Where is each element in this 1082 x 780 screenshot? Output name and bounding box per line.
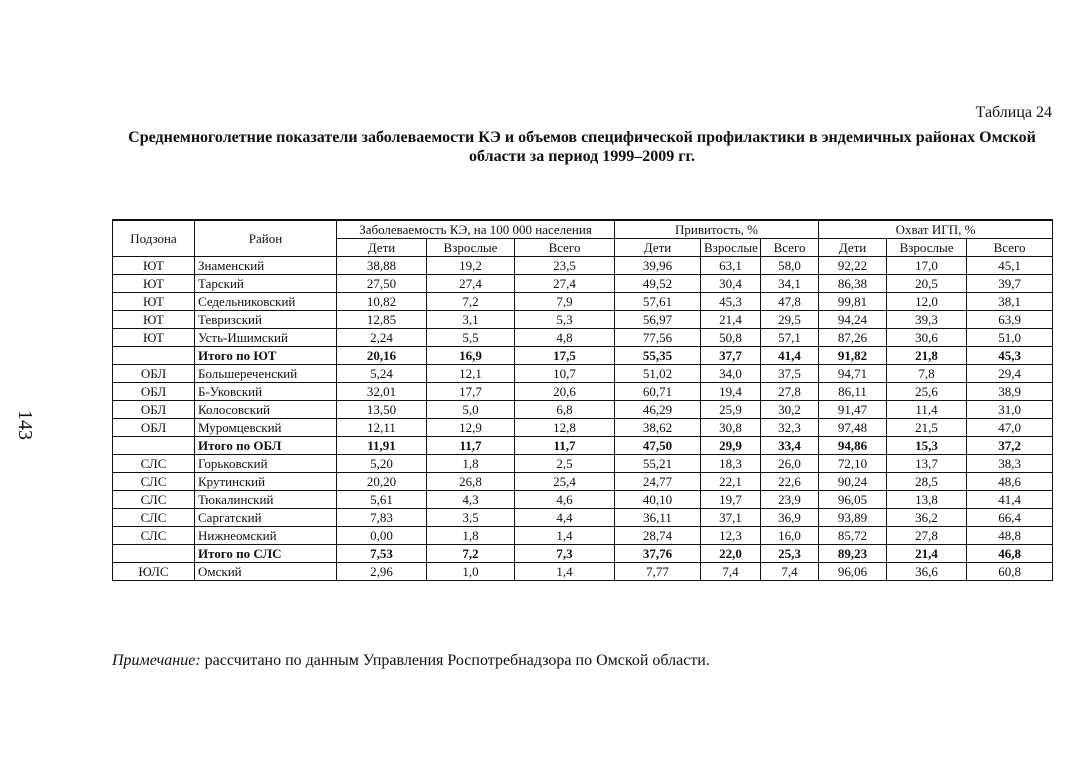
cell-value: 2,96 [337, 563, 427, 581]
cell-value: 17,7 [427, 383, 515, 401]
cell-district: Усть-Ишимский [195, 329, 337, 347]
footnote-label: Примечание: [112, 652, 201, 669]
cell-value: 94,24 [819, 311, 887, 329]
cell-value: 5,5 [427, 329, 515, 347]
cell-value: 96,05 [819, 491, 887, 509]
sub-header-children: Дети [337, 239, 427, 257]
cell-value: 90,24 [819, 473, 887, 491]
cell-zone: ЮТ [113, 329, 195, 347]
cell-value: 19,7 [701, 491, 761, 509]
cell-value: 21,4 [701, 311, 761, 329]
cell-value: 7,4 [701, 563, 761, 581]
table-row [113, 509, 1053, 527]
table-row [113, 401, 1053, 419]
table-row [113, 329, 1053, 347]
cell-value: 91,47 [819, 401, 887, 419]
table-row [113, 257, 1053, 275]
cell-district: Тюкалинский [195, 491, 337, 509]
table-row [113, 365, 1053, 383]
cell-value: 16,0 [761, 527, 819, 545]
cell-zone: СЛС [113, 473, 195, 491]
cell-value: 7,2 [427, 293, 515, 311]
col-header-district: Район [195, 220, 337, 257]
cell-value: 21,8 [887, 347, 967, 365]
cell-district: Знаменский [195, 257, 337, 275]
footnote [112, 652, 710, 670]
cell-value: 93,89 [819, 509, 887, 527]
cell-value: 60,8 [967, 563, 1053, 581]
cell-value: 46,8 [967, 545, 1053, 563]
cell-value: 26,0 [761, 455, 819, 473]
cell-value: 50,8 [701, 329, 761, 347]
cell-value: 85,72 [819, 527, 887, 545]
cell-value: 86,11 [819, 383, 887, 401]
cell-value: 27,4 [427, 275, 515, 293]
cell-value: 89,23 [819, 545, 887, 563]
cell-value: 23,5 [515, 257, 615, 275]
cell-zone: ЮТ [113, 275, 195, 293]
cell-value: 41,4 [761, 347, 819, 365]
cell-value: 16,9 [427, 347, 515, 365]
cell-value: 55,21 [615, 455, 701, 473]
cell-value: 11,7 [515, 437, 615, 455]
cell-district: Седельниковский [195, 293, 337, 311]
cell-value: 60,71 [615, 383, 701, 401]
cell-value: 38,1 [967, 293, 1053, 311]
cell-value: 25,3 [761, 545, 819, 563]
cell-zone: СЛС [113, 527, 195, 545]
cell-value: 91,82 [819, 347, 887, 365]
sub-header-children: Дети [615, 239, 701, 257]
cell-value: 26,8 [427, 473, 515, 491]
cell-district: Тевризский [195, 311, 337, 329]
cell-value: 28,74 [615, 527, 701, 545]
cell-value: 30,6 [887, 329, 967, 347]
cell-value: 12,1 [427, 365, 515, 383]
table-row [113, 455, 1053, 473]
cell-district: Б-Уковский [195, 383, 337, 401]
cell-district: Итого по ЮТ [195, 347, 337, 365]
cell-value: 6,8 [515, 401, 615, 419]
cell-value: 37,1 [701, 509, 761, 527]
cell-value: 72,10 [819, 455, 887, 473]
cell-value: 7,9 [515, 293, 615, 311]
cell-value: 20,20 [337, 473, 427, 491]
cell-value: 5,3 [515, 311, 615, 329]
cell-value: 19,2 [427, 257, 515, 275]
cell-value: 86,38 [819, 275, 887, 293]
cell-value: 94,71 [819, 365, 887, 383]
cell-value: 4,3 [427, 491, 515, 509]
footnote-text: рассчитано по данным Управления Роспотребнадзора по Омской области. [200, 652, 710, 669]
cell-value: 7,83 [337, 509, 427, 527]
table-row [113, 563, 1053, 581]
cell-value: 36,2 [887, 509, 967, 527]
cell-value: 25,6 [887, 383, 967, 401]
cell-value: 92,22 [819, 257, 887, 275]
cell-value: 7,3 [515, 545, 615, 563]
cell-value: 1,8 [427, 455, 515, 473]
cell-value: 38,9 [967, 383, 1053, 401]
cell-value: 5,0 [427, 401, 515, 419]
cell-value: 39,7 [967, 275, 1053, 293]
cell-value: 63,9 [967, 311, 1053, 329]
cell-value: 57,1 [761, 329, 819, 347]
cell-zone: ОБЛ [113, 401, 195, 419]
cell-value: 36,6 [887, 563, 967, 581]
cell-value: 34,0 [701, 365, 761, 383]
cell-district: Крутинский [195, 473, 337, 491]
cell-value: 30,4 [701, 275, 761, 293]
cell-district: Омский [195, 563, 337, 581]
cell-value: 45,1 [967, 257, 1053, 275]
cell-value: 5,61 [337, 491, 427, 509]
cell-value: 11,91 [337, 437, 427, 455]
cell-value: 48,6 [967, 473, 1053, 491]
table-row-total [113, 545, 1053, 563]
cell-value: 11,4 [887, 401, 967, 419]
cell-value: 33,4 [761, 437, 819, 455]
cell-value: 32,01 [337, 383, 427, 401]
cell-value: 58,0 [761, 257, 819, 275]
cell-value: 97,48 [819, 419, 887, 437]
group-header-vaccination: Привитость, % [615, 220, 819, 239]
cell-value: 4,8 [515, 329, 615, 347]
cell-value: 2,5 [515, 455, 615, 473]
cell-value: 48,8 [967, 527, 1053, 545]
cell-value: 46,29 [615, 401, 701, 419]
cell-value: 4,4 [515, 509, 615, 527]
cell-value: 29,4 [967, 365, 1053, 383]
cell-value: 1,0 [427, 563, 515, 581]
cell-value: 45,3 [967, 347, 1053, 365]
cell-value: 37,2 [967, 437, 1053, 455]
cell-value: 20,6 [515, 383, 615, 401]
cell-value: 7,8 [887, 365, 967, 383]
cell-value: 29,9 [701, 437, 761, 455]
cell-value: 10,7 [515, 365, 615, 383]
cell-value: 40,10 [615, 491, 701, 509]
cell-value: 37,5 [761, 365, 819, 383]
cell-value: 56,97 [615, 311, 701, 329]
cell-value: 13,50 [337, 401, 427, 419]
table-row [113, 491, 1053, 509]
cell-value: 2,24 [337, 329, 427, 347]
cell-value: 34,1 [761, 275, 819, 293]
table-row [113, 527, 1053, 545]
cell-zone: ЮЛС [113, 563, 195, 581]
cell-value: 17,0 [887, 257, 967, 275]
cell-value: 17,5 [515, 347, 615, 365]
cell-value: 39,3 [887, 311, 967, 329]
cell-value: 10,82 [337, 293, 427, 311]
cell-value: 47,0 [967, 419, 1053, 437]
cell-value: 77,56 [615, 329, 701, 347]
sub-header-adults: Взрослые [887, 239, 967, 257]
cell-value: 22,6 [761, 473, 819, 491]
group-header-morbidity: Заболеваемость КЭ, на 100 000 населения [337, 220, 615, 239]
table-title: Среднемноголетние показатели заболеваемости КЭ и объемов специфической профилактики в эндемичных районах Омской области за период 1999–2009 гг. [128, 129, 1036, 165]
cell-value: 21,4 [887, 545, 967, 563]
cell-value: 37,76 [615, 545, 701, 563]
cell-district: Колосовский [195, 401, 337, 419]
cell-value: 29,5 [761, 311, 819, 329]
table-body [113, 257, 1053, 581]
cell-value: 22,1 [701, 473, 761, 491]
cell-value: 15,3 [887, 437, 967, 455]
cell-value: 27,50 [337, 275, 427, 293]
cell-value: 96,06 [819, 563, 887, 581]
cell-value: 25,4 [515, 473, 615, 491]
cell-value: 32,3 [761, 419, 819, 437]
cell-value: 36,11 [615, 509, 701, 527]
cell-value: 51,02 [615, 365, 701, 383]
table-row [113, 293, 1053, 311]
sub-header-adults: Взрослые [701, 239, 761, 257]
cell-value: 13,8 [887, 491, 967, 509]
cell-district: Саргатский [195, 509, 337, 527]
table-label: Таблица 24 [975, 104, 1052, 121]
cell-value: 12,3 [701, 527, 761, 545]
table-row-total [113, 347, 1053, 365]
cell-value: 5,20 [337, 455, 427, 473]
cell-zone: ЮТ [113, 293, 195, 311]
sub-header-children: Дети [819, 239, 887, 257]
header-row-groups [113, 220, 1053, 239]
cell-value: 39,96 [615, 257, 701, 275]
cell-value: 11,7 [427, 437, 515, 455]
cell-zone: ЮТ [113, 311, 195, 329]
cell-value: 30,2 [761, 401, 819, 419]
cell-value: 49,52 [615, 275, 701, 293]
cell-value: 4,6 [515, 491, 615, 509]
table-row-total [113, 437, 1053, 455]
cell-zone: ОБЛ [113, 383, 195, 401]
cell-district: Нижнеомский [195, 527, 337, 545]
cell-value: 41,4 [967, 491, 1053, 509]
cell-value: 27,8 [761, 383, 819, 401]
cell-value: 20,16 [337, 347, 427, 365]
cell-zone [113, 347, 195, 365]
cell-value: 28,5 [887, 473, 967, 491]
cell-district: Горьковский [195, 455, 337, 473]
cell-value: 12,85 [337, 311, 427, 329]
cell-value: 1,4 [515, 563, 615, 581]
cell-value: 3,5 [427, 509, 515, 527]
cell-value: 47,50 [615, 437, 701, 455]
cell-value: 30,8 [701, 419, 761, 437]
sub-header-total: Всего [761, 239, 819, 257]
cell-value: 0,00 [337, 527, 427, 545]
cell-zone [113, 437, 195, 455]
sub-header-total: Всего [515, 239, 615, 257]
cell-value: 1,4 [515, 527, 615, 545]
cell-district: Итого по СЛС [195, 545, 337, 563]
cell-value: 55,35 [615, 347, 701, 365]
cell-value: 99,81 [819, 293, 887, 311]
cell-value: 63,1 [701, 257, 761, 275]
cell-value: 19,4 [701, 383, 761, 401]
cell-zone: ОБЛ [113, 419, 195, 437]
cell-value: 31,0 [967, 401, 1053, 419]
cell-value: 18,3 [701, 455, 761, 473]
cell-value: 38,88 [337, 257, 427, 275]
cell-value: 20,5 [887, 275, 967, 293]
sub-header-total: Всего [967, 239, 1053, 257]
cell-value: 12,9 [427, 419, 515, 437]
table-row [113, 419, 1053, 437]
cell-value: 12,11 [337, 419, 427, 437]
cell-district: Большереченский [195, 365, 337, 383]
cell-value: 1,8 [427, 527, 515, 545]
cell-value: 24,77 [615, 473, 701, 491]
cell-zone: СЛС [113, 509, 195, 527]
table-row [113, 311, 1053, 329]
cell-zone [113, 545, 195, 563]
cell-value: 94,86 [819, 437, 887, 455]
cell-value: 47,8 [761, 293, 819, 311]
cell-value: 36,9 [761, 509, 819, 527]
cell-district: Муромцевский [195, 419, 337, 437]
table-row [113, 383, 1053, 401]
cell-value: 22,0 [701, 545, 761, 563]
sub-header-adults: Взрослые [427, 239, 515, 257]
cell-value: 57,61 [615, 293, 701, 311]
cell-value: 21,5 [887, 419, 967, 437]
page-number: 143 [14, 410, 36, 440]
cell-value: 38,3 [967, 455, 1053, 473]
cell-value: 23,9 [761, 491, 819, 509]
cell-value: 12,0 [887, 293, 967, 311]
cell-value: 7,53 [337, 545, 427, 563]
table-row [113, 473, 1053, 491]
cell-value: 25,9 [701, 401, 761, 419]
table-row [113, 275, 1053, 293]
cell-value: 27,4 [515, 275, 615, 293]
cell-zone: ЮТ [113, 257, 195, 275]
cell-value: 12,8 [515, 419, 615, 437]
data-table [112, 219, 1053, 581]
cell-district: Тарский [195, 275, 337, 293]
group-header-igp: Охват ИГП, % [819, 220, 1053, 239]
cell-value: 3,1 [427, 311, 515, 329]
col-header-zone: Подзона [113, 220, 195, 257]
cell-value: 51,0 [967, 329, 1053, 347]
cell-value: 45,3 [701, 293, 761, 311]
cell-value: 7,2 [427, 545, 515, 563]
cell-value: 5,24 [337, 365, 427, 383]
cell-zone: СЛС [113, 491, 195, 509]
cell-value: 37,7 [701, 347, 761, 365]
cell-value: 27,8 [887, 527, 967, 545]
cell-value: 38,62 [615, 419, 701, 437]
cell-value: 87,26 [819, 329, 887, 347]
cell-value: 13,7 [887, 455, 967, 473]
cell-district: Итого по ОБЛ [195, 437, 337, 455]
cell-zone: СЛС [113, 455, 195, 473]
cell-value: 7,4 [761, 563, 819, 581]
cell-zone: ОБЛ [113, 365, 195, 383]
cell-value: 66,4 [967, 509, 1053, 527]
cell-value: 7,77 [615, 563, 701, 581]
